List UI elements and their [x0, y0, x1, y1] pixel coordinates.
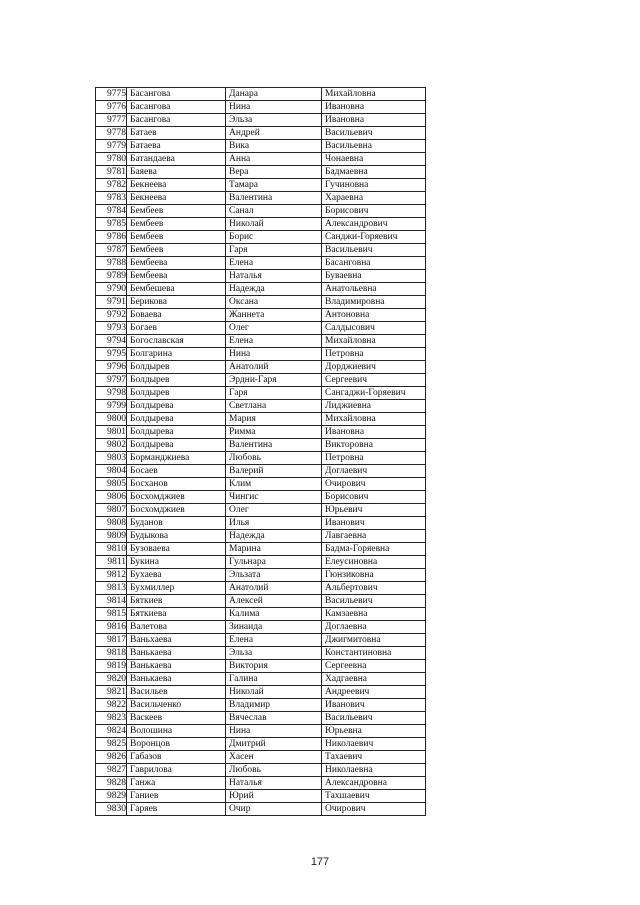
- last-name-cell: Воронцов: [127, 738, 226, 751]
- row-number-cell: 9797: [96, 374, 127, 387]
- patronymic-cell: Викторовна: [322, 439, 426, 452]
- row-number-cell: 9779: [96, 140, 127, 153]
- table-row: [96, 543, 426, 556]
- table-row: [96, 465, 426, 478]
- last-name-cell: Бухмиллер: [127, 582, 226, 595]
- table-row: [96, 361, 426, 374]
- last-name-cell: Берикова: [127, 296, 226, 309]
- last-name-cell: Ванькаева: [127, 647, 226, 660]
- row-number-cell: 9805: [96, 478, 127, 491]
- table-row: [96, 426, 426, 439]
- last-name-cell: Боваева: [127, 309, 226, 322]
- first-name-cell: Галина: [226, 673, 322, 686]
- first-name-cell: Вячеслав: [226, 712, 322, 725]
- last-name-cell: Босхомджиев: [127, 504, 226, 517]
- row-number-cell: 9804: [96, 465, 127, 478]
- patronymic-cell: Юрьевна: [322, 725, 426, 738]
- last-name-cell: Ванькаева: [127, 673, 226, 686]
- first-name-cell: Илья: [226, 517, 322, 530]
- last-name-cell: Бембеев: [127, 244, 226, 257]
- row-number-cell: 9793: [96, 322, 127, 335]
- table-row: [96, 335, 426, 348]
- first-name-cell: Оксана: [226, 296, 322, 309]
- last-name-cell: Батаева: [127, 140, 226, 153]
- last-name-cell: Гаряев: [127, 803, 226, 816]
- first-name-cell: Очир: [226, 803, 322, 816]
- row-number-cell: 9822: [96, 699, 127, 712]
- last-name-cell: Будыкова: [127, 530, 226, 543]
- first-name-cell: Надежда: [226, 530, 322, 543]
- last-name-cell: Ганиев: [127, 790, 226, 803]
- last-name-cell: Гаврилова: [127, 764, 226, 777]
- table-row: [96, 127, 426, 140]
- table-row: [96, 673, 426, 686]
- first-name-cell: Дмитрий: [226, 738, 322, 751]
- first-name-cell: Анатолий: [226, 582, 322, 595]
- last-name-cell: Букина: [127, 556, 226, 569]
- patronymic-cell: Альбертович: [322, 582, 426, 595]
- patronymic-cell: Очирович: [322, 478, 426, 491]
- last-name-cell: Богаев: [127, 322, 226, 335]
- last-name-cell: Болдырев: [127, 374, 226, 387]
- last-name-cell: Волошина: [127, 725, 226, 738]
- patronymic-cell: Борисович: [322, 205, 426, 218]
- patronymic-cell: Васильевич: [322, 127, 426, 140]
- row-number-cell: 9823: [96, 712, 127, 725]
- first-name-cell: Николай: [226, 218, 322, 231]
- last-name-cell: Баяева: [127, 166, 226, 179]
- first-name-cell: Владимир: [226, 699, 322, 712]
- first-name-cell: Эльзата: [226, 569, 322, 582]
- first-name-cell: Жаннета: [226, 309, 322, 322]
- patronymic-cell: Буваевна: [322, 270, 426, 283]
- table-row: [96, 400, 426, 413]
- last-name-cell: Басангова: [127, 101, 226, 114]
- table-row: [96, 270, 426, 283]
- row-number-cell: 9802: [96, 439, 127, 452]
- last-name-cell: Болдырев: [127, 361, 226, 374]
- first-name-cell: Эльза: [226, 647, 322, 660]
- last-name-cell: Бекнеева: [127, 192, 226, 205]
- patronymic-cell: Васильевич: [322, 244, 426, 257]
- table-row: [96, 179, 426, 192]
- first-name-cell: Тамара: [226, 179, 322, 192]
- row-number-cell: 9780: [96, 153, 127, 166]
- patronymic-cell: Александровна: [322, 777, 426, 790]
- row-number-cell: 9776: [96, 101, 127, 114]
- first-name-cell: Гаря: [226, 244, 322, 257]
- row-number-cell: 9796: [96, 361, 127, 374]
- patronymic-cell: Хадгаевна: [322, 673, 426, 686]
- patronymic-cell: Ивановна: [322, 114, 426, 127]
- row-number-cell: 9818: [96, 647, 127, 660]
- last-name-cell: Ганжа: [127, 777, 226, 790]
- first-name-cell: Нина: [226, 348, 322, 361]
- row-number-cell: 9784: [96, 205, 127, 218]
- table-row: [96, 647, 426, 660]
- patronymic-cell: Васильевич: [322, 595, 426, 608]
- patronymic-cell: Сергеевна: [322, 660, 426, 673]
- last-name-cell: Босхомджиев: [127, 491, 226, 504]
- last-name-cell: Валетова: [127, 621, 226, 634]
- table-row: [96, 244, 426, 257]
- last-name-cell: Васильченко: [127, 699, 226, 712]
- patronymic-cell: Лавгаевна: [322, 530, 426, 543]
- patronymic-cell: Владимировна: [322, 296, 426, 309]
- patronymic-cell: Доглаевич: [322, 465, 426, 478]
- row-number-cell: 9783: [96, 192, 127, 205]
- table-row: [96, 478, 426, 491]
- patronymic-cell: Джигмитовна: [322, 634, 426, 647]
- row-number-cell: 9812: [96, 569, 127, 582]
- table-row: [96, 790, 426, 803]
- last-name-cell: Болдырева: [127, 439, 226, 452]
- first-name-cell: Надежда: [226, 283, 322, 296]
- first-name-cell: Гаря: [226, 387, 322, 400]
- table-row: [96, 608, 426, 621]
- last-name-cell: Бекнеева: [127, 179, 226, 192]
- patronymic-cell: Очирович: [322, 803, 426, 816]
- patronymic-cell: Тахшаевич: [322, 790, 426, 803]
- first-name-cell: Николай: [226, 686, 322, 699]
- row-number-cell: 9809: [96, 530, 127, 543]
- table-row: [96, 309, 426, 322]
- patronymic-cell: Бадма-Горяевна: [322, 543, 426, 556]
- first-name-cell: Валерий: [226, 465, 322, 478]
- row-number-cell: 9789: [96, 270, 127, 283]
- row-number-cell: 9819: [96, 660, 127, 673]
- first-name-cell: Анна: [226, 153, 322, 166]
- table-row: [96, 387, 426, 400]
- first-name-cell: Наталья: [226, 270, 322, 283]
- patronymic-cell: Тахаевич: [322, 751, 426, 764]
- first-name-cell: Наталья: [226, 777, 322, 790]
- first-name-cell: Олег: [226, 504, 322, 517]
- patronymic-cell: Петровна: [322, 452, 426, 465]
- patronymic-cell: Санджи-Горяевич: [322, 231, 426, 244]
- table-row: [96, 699, 426, 712]
- first-name-cell: Любовь: [226, 452, 322, 465]
- first-name-cell: Вера: [226, 166, 322, 179]
- last-name-cell: Бембеева: [127, 257, 226, 270]
- table-row: [96, 712, 426, 725]
- table-row: [96, 751, 426, 764]
- table-row: [96, 296, 426, 309]
- last-name-cell: Габазов: [127, 751, 226, 764]
- last-name-cell: Бембеев: [127, 231, 226, 244]
- patronymic-cell: Дорджиевич: [322, 361, 426, 374]
- table-row: [96, 504, 426, 517]
- patronymic-cell: Гучиновна: [322, 179, 426, 192]
- row-number-cell: 9820: [96, 673, 127, 686]
- first-name-cell: Любовь: [226, 764, 322, 777]
- patronymic-cell: Васильевна: [322, 140, 426, 153]
- row-number-cell: 9806: [96, 491, 127, 504]
- last-name-cell: Болдырев: [127, 387, 226, 400]
- first-name-cell: Мария: [226, 413, 322, 426]
- first-name-cell: Юрий: [226, 790, 322, 803]
- row-number-cell: 9775: [96, 88, 127, 101]
- row-number-cell: 9794: [96, 335, 127, 348]
- patronymic-cell: Антоновна: [322, 309, 426, 322]
- last-name-cell: Бембешева: [127, 283, 226, 296]
- first-name-cell: Хасен: [226, 751, 322, 764]
- last-name-cell: Борманджиева: [127, 452, 226, 465]
- table-row: [96, 621, 426, 634]
- table-row: [96, 530, 426, 543]
- last-name-cell: Ваньхаева: [127, 634, 226, 647]
- first-name-cell: Олег: [226, 322, 322, 335]
- table-row: [96, 374, 426, 387]
- patronymic-cell: Гюнзиковна: [322, 569, 426, 582]
- first-name-cell: Анатолий: [226, 361, 322, 374]
- table-row: [96, 556, 426, 569]
- row-number-cell: 9830: [96, 803, 127, 816]
- first-name-cell: Елена: [226, 335, 322, 348]
- row-number-cell: 9799: [96, 400, 127, 413]
- row-number-cell: 9811: [96, 556, 127, 569]
- patronymic-cell: Александрович: [322, 218, 426, 231]
- table-row: [96, 764, 426, 777]
- registry-table: [95, 87, 426, 816]
- table-row: [96, 439, 426, 452]
- first-name-cell: Светлана: [226, 400, 322, 413]
- row-number-cell: 9828: [96, 777, 127, 790]
- row-number-cell: 9781: [96, 166, 127, 179]
- patronymic-cell: Хараевна: [322, 192, 426, 205]
- row-number-cell: 9778: [96, 127, 127, 140]
- last-name-cell: Босханов: [127, 478, 226, 491]
- table-row: [96, 153, 426, 166]
- patronymic-cell: Сергеевич: [322, 374, 426, 387]
- last-name-cell: Бузоваева: [127, 543, 226, 556]
- patronymic-cell: Константиновна: [322, 647, 426, 660]
- first-name-cell: Гульнара: [226, 556, 322, 569]
- row-number-cell: 9810: [96, 543, 127, 556]
- patronymic-cell: Салдысович: [322, 322, 426, 335]
- patronymic-cell: Ивановна: [322, 426, 426, 439]
- row-number-cell: 9816: [96, 621, 127, 634]
- last-name-cell: Ванькаева: [127, 660, 226, 673]
- patronymic-cell: Лиджиевна: [322, 400, 426, 413]
- last-name-cell: Бяткиев: [127, 595, 226, 608]
- last-name-cell: Батандаева: [127, 153, 226, 166]
- last-name-cell: Болдырева: [127, 400, 226, 413]
- last-name-cell: Болгарина: [127, 348, 226, 361]
- table-row: [96, 777, 426, 790]
- first-name-cell: Нина: [226, 101, 322, 114]
- last-name-cell: Болдырева: [127, 413, 226, 426]
- first-name-cell: Алексей: [226, 595, 322, 608]
- row-number-cell: 9791: [96, 296, 127, 309]
- table-row: [96, 686, 426, 699]
- table-row: [96, 257, 426, 270]
- row-number-cell: 9787: [96, 244, 127, 257]
- table-row: [96, 452, 426, 465]
- registry-rows: [96, 88, 426, 816]
- patronymic-cell: Михайловна: [322, 88, 426, 101]
- patronymic-cell: Петровна: [322, 348, 426, 361]
- first-name-cell: Зинаида: [226, 621, 322, 634]
- first-name-cell: Чингис: [226, 491, 322, 504]
- row-number-cell: 9795: [96, 348, 127, 361]
- row-number-cell: 9815: [96, 608, 127, 621]
- table-row: [96, 88, 426, 101]
- last-name-cell: Васильев: [127, 686, 226, 699]
- table-row: [96, 192, 426, 205]
- table-row: [96, 803, 426, 816]
- patronymic-cell: Иванович: [322, 517, 426, 530]
- patronymic-cell: Елеусиновна: [322, 556, 426, 569]
- row-number-cell: 9827: [96, 764, 127, 777]
- first-name-cell: Римма: [226, 426, 322, 439]
- row-number-cell: 9792: [96, 309, 127, 322]
- table-row: [96, 595, 426, 608]
- last-name-cell: Басангова: [127, 114, 226, 127]
- row-number-cell: 9777: [96, 114, 127, 127]
- first-name-cell: Эрдни-Гаря: [226, 374, 322, 387]
- table-row: [96, 101, 426, 114]
- last-name-cell: Бембеева: [127, 270, 226, 283]
- last-name-cell: Босаев: [127, 465, 226, 478]
- row-number-cell: 9825: [96, 738, 127, 751]
- patronymic-cell: Анатольевна: [322, 283, 426, 296]
- table-row: [96, 582, 426, 595]
- table-row: [96, 166, 426, 179]
- first-name-cell: Санал: [226, 205, 322, 218]
- first-name-cell: Марина: [226, 543, 322, 556]
- row-number-cell: 9808: [96, 517, 127, 530]
- table-row: [96, 491, 426, 504]
- row-number-cell: 9826: [96, 751, 127, 764]
- row-number-cell: 9798: [96, 387, 127, 400]
- first-name-cell: Виктория: [226, 660, 322, 673]
- row-number-cell: 9821: [96, 686, 127, 699]
- patronymic-cell: Васильевич: [322, 712, 426, 725]
- last-name-cell: Богославская: [127, 335, 226, 348]
- row-number-cell: 9824: [96, 725, 127, 738]
- row-number-cell: 9782: [96, 179, 127, 192]
- first-name-cell: Борис: [226, 231, 322, 244]
- last-name-cell: Бяткиева: [127, 608, 226, 621]
- last-name-cell: Буданов: [127, 517, 226, 530]
- first-name-cell: Валентина: [226, 439, 322, 452]
- table-row: [96, 322, 426, 335]
- table-row: [96, 205, 426, 218]
- row-number-cell: 9803: [96, 452, 127, 465]
- row-number-cell: 9813: [96, 582, 127, 595]
- patronymic-cell: Михайловна: [322, 413, 426, 426]
- row-number-cell: 9817: [96, 634, 127, 647]
- table-row: [96, 283, 426, 296]
- row-number-cell: 9801: [96, 426, 127, 439]
- table-row: [96, 634, 426, 647]
- patronymic-cell: Борисович: [322, 491, 426, 504]
- first-name-cell: Елена: [226, 634, 322, 647]
- last-name-cell: Бембеев: [127, 205, 226, 218]
- row-number-cell: 9785: [96, 218, 127, 231]
- row-number-cell: 9807: [96, 504, 127, 517]
- last-name-cell: Бембеев: [127, 218, 226, 231]
- patronymic-cell: Камзаевна: [322, 608, 426, 621]
- last-name-cell: Васкеев: [127, 712, 226, 725]
- patronymic-cell: Юрьевич: [322, 504, 426, 517]
- first-name-cell: Елена: [226, 257, 322, 270]
- row-number-cell: 9800: [96, 413, 127, 426]
- first-name-cell: Андрей: [226, 127, 322, 140]
- patronymic-cell: Андреевич: [322, 686, 426, 699]
- first-name-cell: Клим: [226, 478, 322, 491]
- first-name-cell: Эльза: [226, 114, 322, 127]
- first-name-cell: Данара: [226, 88, 322, 101]
- patronymic-cell: Николаевна: [322, 764, 426, 777]
- table-row: [96, 738, 426, 751]
- table-row: [96, 140, 426, 153]
- table-row: [96, 231, 426, 244]
- row-number-cell: 9786: [96, 231, 127, 244]
- page-number: 177: [310, 856, 330, 868]
- table-row: [96, 660, 426, 673]
- patronymic-cell: Николаевич: [322, 738, 426, 751]
- table-row: [96, 413, 426, 426]
- patronymic-cell: Бадмаевна: [322, 166, 426, 179]
- table-row: [96, 218, 426, 231]
- patronymic-cell: Чонаевна: [322, 153, 426, 166]
- first-name-cell: Калима: [226, 608, 322, 621]
- patronymic-cell: Доглаевна: [322, 621, 426, 634]
- last-name-cell: Бухаева: [127, 569, 226, 582]
- first-name-cell: Вика: [226, 140, 322, 153]
- table-row: [96, 569, 426, 582]
- patronymic-cell: Сангаджи-Горяевич: [322, 387, 426, 400]
- table-row: [96, 725, 426, 738]
- last-name-cell: Батаев: [127, 127, 226, 140]
- first-name-cell: Валентина: [226, 192, 322, 205]
- row-number-cell: 9814: [96, 595, 127, 608]
- patronymic-cell: Михайловна: [322, 335, 426, 348]
- row-number-cell: 9788: [96, 257, 127, 270]
- last-name-cell: Басангова: [127, 88, 226, 101]
- patronymic-cell: Иванович: [322, 699, 426, 712]
- last-name-cell: Болдырева: [127, 426, 226, 439]
- table-row: [96, 517, 426, 530]
- patronymic-cell: Ивановна: [322, 101, 426, 114]
- row-number-cell: 9790: [96, 283, 127, 296]
- patronymic-cell: Басанговна: [322, 257, 426, 270]
- row-number-cell: 9829: [96, 790, 127, 803]
- first-name-cell: Нина: [226, 725, 322, 738]
- table-row: [96, 348, 426, 361]
- table-row: [96, 114, 426, 127]
